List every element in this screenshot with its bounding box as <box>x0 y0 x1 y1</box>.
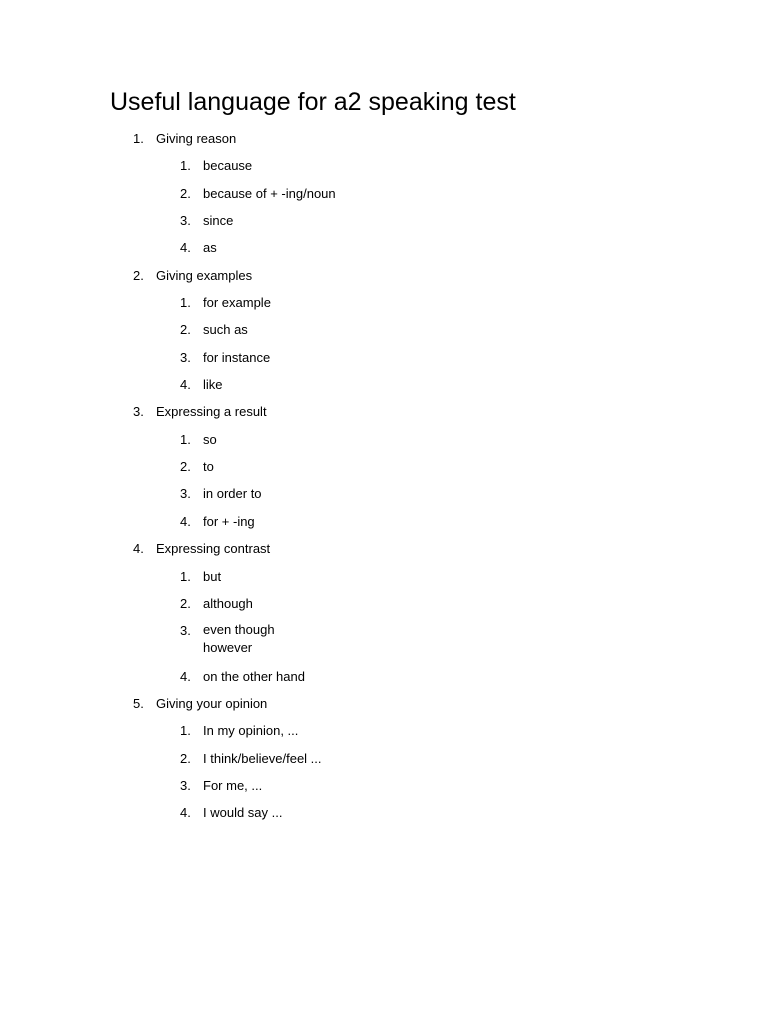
phrase-number: 2. <box>180 322 191 338</box>
phrase-number: 3. <box>180 349 191 365</box>
outline-section <box>0 128 768 265</box>
phrase-list <box>0 566 768 693</box>
phrase-line: because of + -ing/noun <box>203 185 336 201</box>
phrase-line: such as <box>203 322 248 338</box>
phrase-text <box>203 184 336 204</box>
section-heading: Giving examples <box>156 267 253 283</box>
language-outline <box>0 128 768 830</box>
phrase-line: In my opinion, ... <box>203 723 299 739</box>
phrase-number: 2. <box>180 750 191 766</box>
phrase-text <box>203 375 223 395</box>
phrase-item <box>0 429 768 456</box>
section-heading: Giving reason <box>156 131 237 146</box>
phrase-item <box>0 593 768 620</box>
phrase-item <box>0 566 768 593</box>
phrase-text <box>203 567 221 587</box>
section-heading-row <box>0 538 768 565</box>
section-heading-row <box>0 401 768 428</box>
phrase-item <box>0 237 768 264</box>
section-heading: Expressing contrast <box>156 541 271 557</box>
phrase-text <box>203 484 262 504</box>
phrase-number: 1. <box>180 568 191 584</box>
phrase-list <box>0 292 768 401</box>
phrase-line: because <box>203 158 253 174</box>
outline-section <box>0 693 768 830</box>
phrase-number: 4. <box>180 513 191 529</box>
outline-section <box>0 265 768 402</box>
phrase-number: 2. <box>180 459 191 475</box>
section-heading-row <box>0 693 768 720</box>
phrase-item <box>0 748 768 775</box>
phrase-text <box>203 621 275 657</box>
phrase-item <box>0 620 768 665</box>
phrase-line: on the other hand <box>203 668 305 684</box>
phrase-item <box>0 720 768 747</box>
phrase-number: 3. <box>180 213 191 229</box>
phrase-item <box>0 511 768 538</box>
phrase-number: 4. <box>180 668 191 684</box>
phrase-text <box>203 293 271 313</box>
outline-section <box>0 538 768 693</box>
phrase-number: 3. <box>180 486 191 502</box>
document-title: Useful language for a2 speaking test <box>110 88 516 116</box>
section-number: 1. <box>133 131 144 146</box>
phrase-line: I think/believe/feel ... <box>203 750 322 766</box>
phrase-line: for instance <box>203 349 271 365</box>
section-number: 4. <box>133 541 144 557</box>
phrase-item <box>0 155 768 182</box>
phrase-number: 3. <box>180 623 191 639</box>
phrase-line: for + -ing <box>203 513 255 529</box>
section-heading: Giving your opinion <box>156 695 268 711</box>
section-number: 2. <box>133 267 144 283</box>
phrase-item <box>0 183 768 210</box>
phrase-line: for example <box>203 295 271 311</box>
section-number: 3. <box>133 404 144 420</box>
phrase-number: 2. <box>180 185 191 201</box>
phrase-list <box>0 429 768 538</box>
phrase-item <box>0 347 768 374</box>
phrase-text <box>203 749 322 769</box>
phrase-line: I would say ... <box>203 805 283 821</box>
phrase-text <box>203 594 253 614</box>
section-number: 5. <box>133 695 144 711</box>
phrase-line: but <box>203 568 222 584</box>
phrase-line: For me, ... <box>203 777 263 793</box>
phrase-number: 3. <box>180 777 191 793</box>
phrase-line: even though <box>203 622 275 638</box>
phrase-number: 1. <box>180 158 191 174</box>
phrase-text <box>203 667 305 687</box>
section-heading-row <box>0 128 768 155</box>
phrase-line: as <box>203 240 217 256</box>
phrase-line: in order to <box>203 486 262 502</box>
phrase-item <box>0 374 768 401</box>
phrase-item <box>0 292 768 319</box>
phrase-item <box>0 319 768 346</box>
phrase-line: so <box>203 431 217 447</box>
section-heading: Expressing a result <box>156 404 267 420</box>
phrase-text <box>203 320 248 340</box>
phrase-number: 1. <box>180 295 191 311</box>
phrase-item <box>0 775 768 802</box>
phrase-line: however <box>203 640 253 656</box>
outline-section <box>0 401 768 538</box>
phrase-line: although <box>203 595 253 611</box>
phrase-number: 4. <box>180 240 191 256</box>
phrase-text <box>203 238 217 258</box>
phrase-item <box>0 483 768 510</box>
phrase-text <box>203 348 270 368</box>
phrase-text <box>203 430 217 450</box>
phrase-list <box>0 155 768 264</box>
phrase-number: 4. <box>180 805 191 821</box>
phrase-list <box>0 720 768 829</box>
phrase-text <box>203 457 214 477</box>
phrase-text <box>203 512 255 532</box>
phrase-text <box>203 211 233 231</box>
phrase-line: since <box>203 213 234 229</box>
phrase-text <box>203 803 282 823</box>
phrase-number: 1. <box>180 723 191 739</box>
phrase-item <box>0 802 768 829</box>
phrase-line: to <box>203 459 214 475</box>
phrase-item <box>0 210 768 237</box>
phrase-text <box>203 156 252 176</box>
phrase-line: like <box>203 377 223 393</box>
phrase-number: 1. <box>180 431 191 447</box>
phrase-item <box>0 456 768 483</box>
phrase-text <box>203 776 262 796</box>
phrase-text <box>203 721 298 741</box>
phrase-item <box>0 666 768 693</box>
phrase-number: 4. <box>180 377 191 393</box>
phrase-number: 2. <box>180 595 191 611</box>
section-heading-row <box>0 265 768 292</box>
